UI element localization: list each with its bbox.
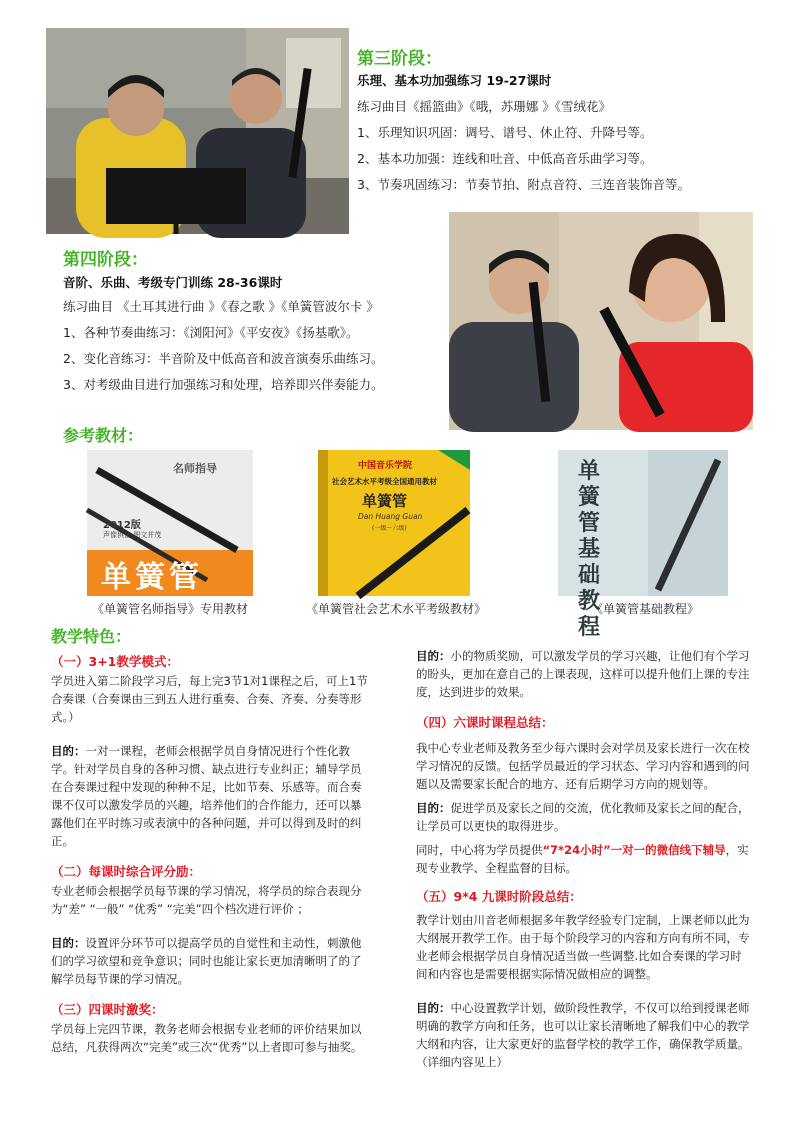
feature2-title: （二）每课时综合评分励： xyxy=(51,864,202,879)
book2-label: 中国音乐学院 xyxy=(358,461,413,471)
feature1-title: （一）3+1教学模式： xyxy=(51,654,179,669)
feature3-body: 学员每上完四节课，教务老师会根据专业老师的评价结果加以总结，凡获得两次“完美”或三次“优秀”以上者即可参与抽奖。 xyxy=(51,1022,363,1054)
feature4-extra-pre: 同时，中心将为学员提供 xyxy=(416,843,543,857)
feature4-goal-text: 促进学员及家长之间的交流，优化教师及家长之间的配合，让学员可以更快的取得进步。 xyxy=(416,801,750,833)
lesson-photo-2 xyxy=(449,212,753,430)
book1-label: 名师指导 xyxy=(173,462,217,475)
feature1-goal xyxy=(51,742,371,850)
feature4-extra-post: ，实现专业教学、全程监督的目标。 xyxy=(416,843,749,875)
feature3-goal-label: 目的： xyxy=(416,649,451,663)
feature5-goal-label: 目的： xyxy=(416,1001,451,1015)
book2-pinyin: Dan Huang Guan xyxy=(358,512,423,521)
features-right-column xyxy=(416,647,752,1071)
stage4-line: 2、变化音练习：半音阶及中低高音和波音演奏乐曲练习。 xyxy=(63,351,384,366)
book3-caption: 《单簧管基础教程》 xyxy=(590,602,699,616)
stage4-list xyxy=(63,294,383,398)
stage3-line: 2、基本功加强：连线和吐音、中低高音乐曲学习等。 xyxy=(357,151,653,166)
lesson-photo-1 xyxy=(46,28,349,234)
feature1-goal-label: 目的： xyxy=(51,744,86,758)
feature5-goal xyxy=(416,999,752,1071)
feature5-goal-text: 中心设置教学计划，做阶段性教学，不仅可以给到授课老师明确的教学方向和任务，也可以让家长清晰地了解我们中心的教学大纲和内容，让大家更好的监督学校的教学工作，确保教学质量。（详细内容见上） xyxy=(416,1001,750,1069)
feature4-body: 我中心专业老师及教务至少每六课时会对学员及家长进行一次在校学习情况的反馈。包括学员最近的学习状态、学习内容和遇到的问题以及需要家长配合的地方、还有后期学习方向的规划等。 xyxy=(416,741,750,791)
feature3-goal-text: 小的物质奖励，可以激发学员的学习兴趣，让他们有个学习的盼头，更加在意自己的上课表现，这样可以提升他们上课的专注度，达到进步的效果。 xyxy=(416,649,750,699)
book1-year: 2012版 xyxy=(103,520,141,531)
feature4-extra-highlight: “7*24小时”一对一的微信线下辅导 xyxy=(542,843,726,857)
book-cover-3 xyxy=(558,450,728,640)
book2-big-title: 单簧管 xyxy=(362,492,408,510)
stage3-list xyxy=(357,94,690,198)
book1-tagline: 声像俱备 图文并茂 xyxy=(103,531,162,539)
features-title: 教学特色： xyxy=(51,627,132,646)
stage4-line: 练习曲目 《土耳其进行曲 》《春之歌 》《单簧管波尔卡 》 xyxy=(63,299,379,314)
feature2-body: 专业老师会根据学员每节课的学习情况，将学员的综合表现分为“差” “一般” “优秀” “完美”四个档次进行评价 ； xyxy=(51,884,362,916)
book2-grade: (一级～六级) xyxy=(372,525,407,532)
feature4-goal-label: 目的： xyxy=(416,801,451,815)
feature5-body: 教学计划由川音老师根据多年教学经验专门定制，上课老师以此为大纲展开教学工作。由于每个阶段学习的内容和方向有所不同，专业老师会根据学员自身情况适当做一些调整.比如合奏课的学习时间和内容也是需要根据实际情况做相应的调整。 xyxy=(416,913,750,981)
feature1-goal-text: 一对一课程，老师会根据学员自身情况进行个性化教学。针对学员自身的各种习惯、缺点进行专业纠正；辅导学员在合奏课过程中发现的种种不足，比如节奏、乐感等。而合奏课不仅可以激发学员的兴趣，培养他们的合作能力，还可以暴露他们在平时练习或表演中的各种问题，并可以得到及时的纠正。 xyxy=(51,744,362,848)
feature2-goal xyxy=(51,934,371,988)
feature5-title: （五）9*4 九课时阶段总结： xyxy=(416,889,582,904)
book-cover-2 xyxy=(318,450,470,596)
stage3-line: 1、乐理知识巩固：调号、谱号、休止符、升降号等。 xyxy=(357,125,653,140)
book-cover-1 xyxy=(87,450,253,596)
feature4-goal xyxy=(416,799,752,835)
stage4-line: 1、各种节奏曲练习：《浏阳河》《平安夜》《扬基歌》。 xyxy=(63,325,359,340)
feature4-title: （四）六课时课程总结： xyxy=(416,715,554,730)
stage3-line: 3、节奏巩固练习：节奏节拍、附点音符、三连音装饰音等。 xyxy=(357,177,690,192)
stage3-subtitle: 乐理、基本功加强练习 19-27课时 xyxy=(357,73,552,88)
book1-big-title: 单簧管 xyxy=(101,560,203,595)
features-left-column xyxy=(51,652,371,1056)
feature2-goal-text: 设置评分环节可以提高学员的自觉性和主动性，刺激他们的学习欲望和竞争意识；同时也能让家长更加清晰明了的了解学员每节课的学习情况。 xyxy=(51,936,362,986)
materials-title: 参考教材： xyxy=(63,426,144,445)
stage3-line: 练习曲目《摇篮曲》《哦，苏珊娜 》《雪绒花》 xyxy=(357,99,611,114)
stage3-title: 第三阶段： xyxy=(357,49,442,69)
feature3-goal xyxy=(416,647,752,701)
book1-caption: 《单簧管名师指导》专用教材 xyxy=(91,602,248,616)
book2-line: 社会艺术水平考级全国通用教材 xyxy=(332,477,437,486)
feature2-goal-label: 目的： xyxy=(51,936,86,950)
feature1-body: 学员进入第二阶段学习后，每上完3节1对1课程之后，可上1节合奏课（合奏课由三到五人进行重奏、合奏、齐奏、分奏等形式。） xyxy=(51,674,368,724)
feature3-title: （三）四课时激奖： xyxy=(51,1002,164,1017)
book3-vertical-title: 单簧管基础教程 xyxy=(578,458,601,640)
stage4-title: 第四阶段： xyxy=(63,250,148,270)
book2-caption: 《单簧管社会艺术水平考级教材》 xyxy=(305,602,486,616)
stage4-subtitle: 音阶、乐曲、考级专门训练 28-36课时 xyxy=(63,275,283,290)
stage4-line: 3、对考级曲目进行加强练习和处理，培养即兴伴奏能力。 xyxy=(63,377,384,392)
feature4-extra xyxy=(416,841,752,877)
